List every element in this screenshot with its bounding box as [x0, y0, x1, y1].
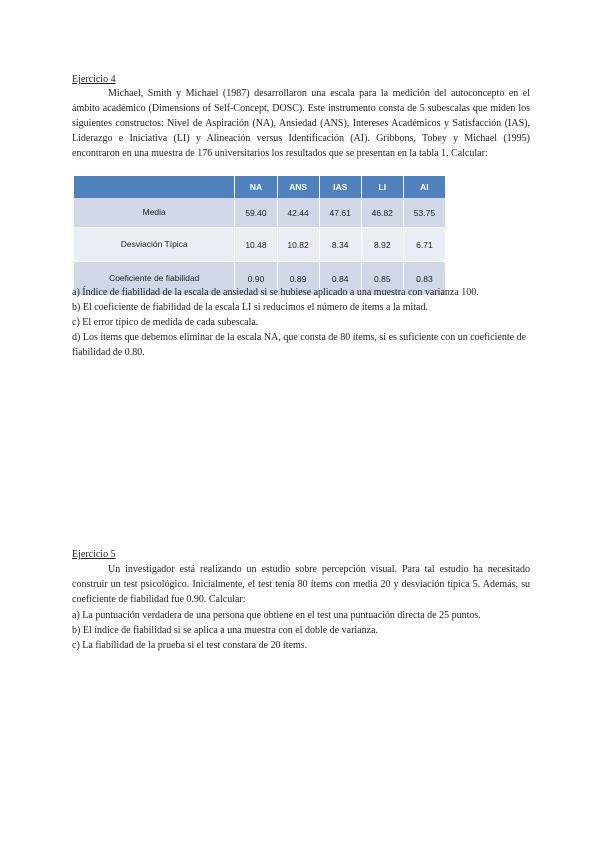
exercise-4-paragraph: Michael, Smith y Michael (1987) desarrollaron una escala para la medición del autoconcepto en el ámbito académico (Dimensions of Self-Concept, DOSC). Este instrumento consta de 5 subescalas que miden los siguientes constructos: Nivel de Aspiración (NA), Ansiedad (ANS), Intereses Académicos y Satisfacción (IAS), Liderazgo e Iniciativa (LI) y Alineación versus Identificación (AI). Gribbons, Tobey y Michael (1995) encontraron en una muestra de 176 universitarios los resultados que se presentan en la tabla 1. Calcular: — [72, 88, 530, 159]
table-header-cell — [74, 176, 235, 198]
table-cell: 8.34 — [319, 228, 361, 262]
exercise-4-item-d: d) Los ítems que debemos eliminar de la escala NA, que consta de 80 ítems, si es suficiente con un coeficiente de fiabilidad de 0.80. — [72, 332, 527, 358]
table-cell: 10.82 — [277, 228, 319, 262]
table-cell: 53.75 — [403, 198, 445, 228]
exercise-4-title: Ejercicio 4 — [72, 74, 116, 85]
table-cell: 0.83 — [403, 262, 445, 296]
table-cell: 47.61 — [319, 198, 361, 228]
table-header-cell: ANS — [277, 176, 319, 198]
row-label: Media — [74, 198, 235, 228]
table-cell: 0.90 — [235, 262, 277, 296]
exercise-5-item-b: b) El índice de fiabilidad si se aplica a una muestra con el doble de varianza. — [72, 625, 378, 636]
row-label: Coeficiente de fiabilidad — [74, 262, 235, 296]
table-header-cell: LI — [361, 176, 403, 198]
exercise-4-item-b: b) El coeficiente de fiabilidad de la escala LI si reducimos el número de ítems a la mitad. — [72, 302, 428, 313]
table-header-cell: IAS — [319, 176, 361, 198]
table-cell: 6.71 — [403, 228, 445, 262]
exercise-5-item-a: a) La puntuación verdadera de una persona que obtiene en el test una puntuación directa de 25 puntos. — [72, 610, 481, 621]
results-table — [74, 176, 446, 296]
exercise-5-paragraph: Un investigador está realizando un estudio sobre percepción visual. Para tal estudio ha necesitado construir un test psicológico. Inicialmente, el test tenía 80 ítems con media 20 y desviación típica 5. Además, su coeficiente de fiabilidad fue 0.90. Calcular: — [72, 564, 530, 605]
exercise-4-item-c: c) El error típico de medida de cada subescala. — [72, 317, 259, 328]
table-cell: 0.89 — [277, 262, 319, 296]
table-header-cell: NA — [235, 176, 277, 198]
table-row — [74, 228, 446, 262]
table-cell: 0.84 — [319, 262, 361, 296]
table-header-cell: AI — [403, 176, 445, 198]
table-cell: 59.40 — [235, 198, 277, 228]
table-header-row — [74, 176, 446, 198]
table-cell: 8.92 — [361, 228, 403, 262]
exercise-5-item-c: c) La fiabilidad de la prueba si el test constara de 20 ítems. — [72, 640, 308, 651]
table-cell: 0.85 — [361, 262, 403, 296]
exercise-5-title: Ejercicio 5 — [72, 549, 116, 560]
table-cell: 46.82 — [361, 198, 403, 228]
table-cell: 10.48 — [235, 228, 277, 262]
table-row — [74, 198, 446, 228]
table-cell: 42.44 — [277, 198, 319, 228]
row-label: Desviación Típica — [74, 228, 235, 262]
exercise-4-item-a: a) Índice de fiabilidad de la escala de ansiedad si se hubiese aplicado a una muestra con varianza 100. — [72, 287, 479, 298]
